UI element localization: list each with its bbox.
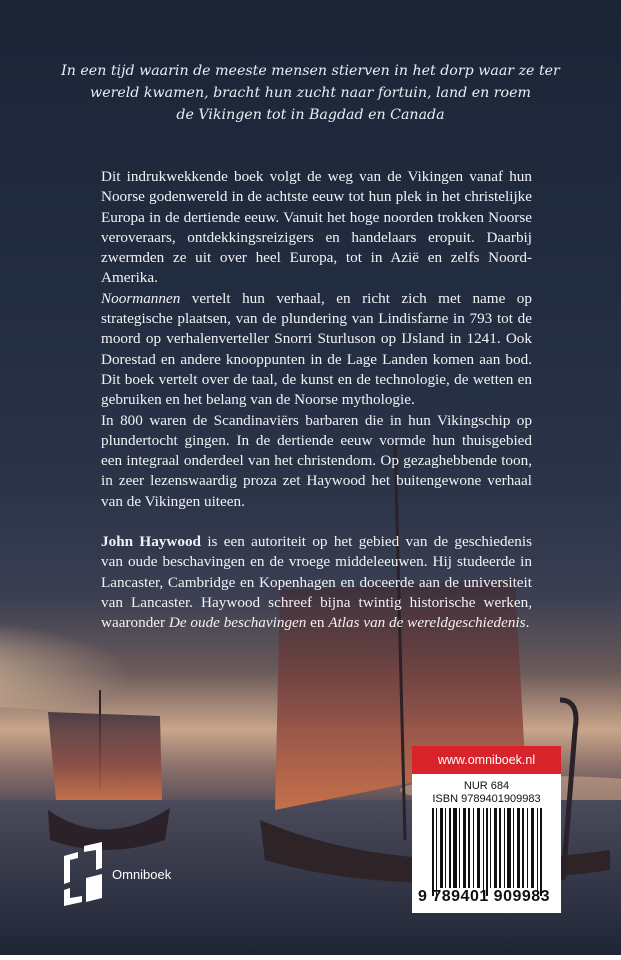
isbn-sticker — [412, 746, 561, 913]
blurb-paragraph-3: In 800 waren de Scandinaviërs barbaren die in hun Vikingschip op plundertocht gingen. In de dertiende eeuw vormde hun thuisgebied een integraal onderdeel van het christendom. Op gezaghebbende toon, in zeer lezenswaardig proza zet Haywood het buitengewone verhaal van de Vikingen uiteen. — [101, 411, 532, 510]
book-title-italic: Noormannen — [101, 289, 181, 307]
author-bio — [101, 532, 532, 633]
author-bio-text-1: is een autoriteit op het gebied van de geschiedenis van oude beschavingen en de vroege middeleeuwen. Hij studeerde in Lancaster, Cambridge en Kopenhagen en doceerde aan de universiteit van Lancaster. Haywood schreef bijna twintig historische werken, waaronder — [101, 533, 533, 632]
blurb-text — [101, 167, 532, 634]
publisher-name: Omniboek — [112, 866, 172, 882]
barcode-icon — [432, 808, 542, 896]
barcode-number: 9 789401 909983 — [418, 888, 551, 905]
author-bio-end: . — [525, 614, 530, 632]
omniboek-logo-icon — [62, 842, 106, 906]
author-work-title-2: Atlas van de wereldgeschiedenis — [328, 614, 526, 632]
author-bio-text-2: en — [306, 614, 329, 632]
tagline-line-3: de Vikingen tot in Bagdad en Canada — [176, 107, 445, 123]
publisher-logo — [62, 842, 171, 906]
blurb-paragraph-1: Dit indrukwekkende boek volgt de weg van de Vikingen vanaf hun Noorse godenwereld in de achtste eeuw tot hun plek in het christelijke Europa in de dertiende eeuw. Vanuit het hoge noorden trokken Noorse veroveraars, ontdekkingsreizigers en handelaars eropuit. Daarbij zwermden ze uit over heel Europa, tot in Azië en zelfs Noord-Amerika. — [101, 168, 532, 287]
publisher-url[interactable]: www.omniboek.nl — [412, 746, 561, 774]
blurb-paragraph-2 — [101, 289, 532, 411]
author-work-title-1: De oude beschavingen — [168, 614, 307, 632]
blurb-paragraph-2-text: vertelt hun verhaal, en richt zich met name op strategische plaatsen, van de plundering van Lindisfarne in 793 tot de moord op verhalenverteller Snorri Sturluson op IJsland in 1241. Ook Dorestad en andere knooppunten in de Lage Landen komen aan bod. Dit boek vertelt over de taal, de kunst en de technologie, de wetten en gebruiken en het belang van de Noorse mythologie. — [101, 289, 532, 409]
tagline-line-1: In een tijd waarin de meeste mensen stierven in het dorp waar ze ter — [61, 63, 560, 79]
tagline — [60, 60, 561, 126]
author-name: John Haywood — [101, 533, 202, 551]
isbn-number: ISBN 9789401909983 — [432, 793, 541, 805]
tagline-line-2: wereld kwamen, bracht hun zucht naar fortuin, land en roem — [90, 85, 531, 101]
nur-code: NUR 684 — [463, 780, 510, 792]
